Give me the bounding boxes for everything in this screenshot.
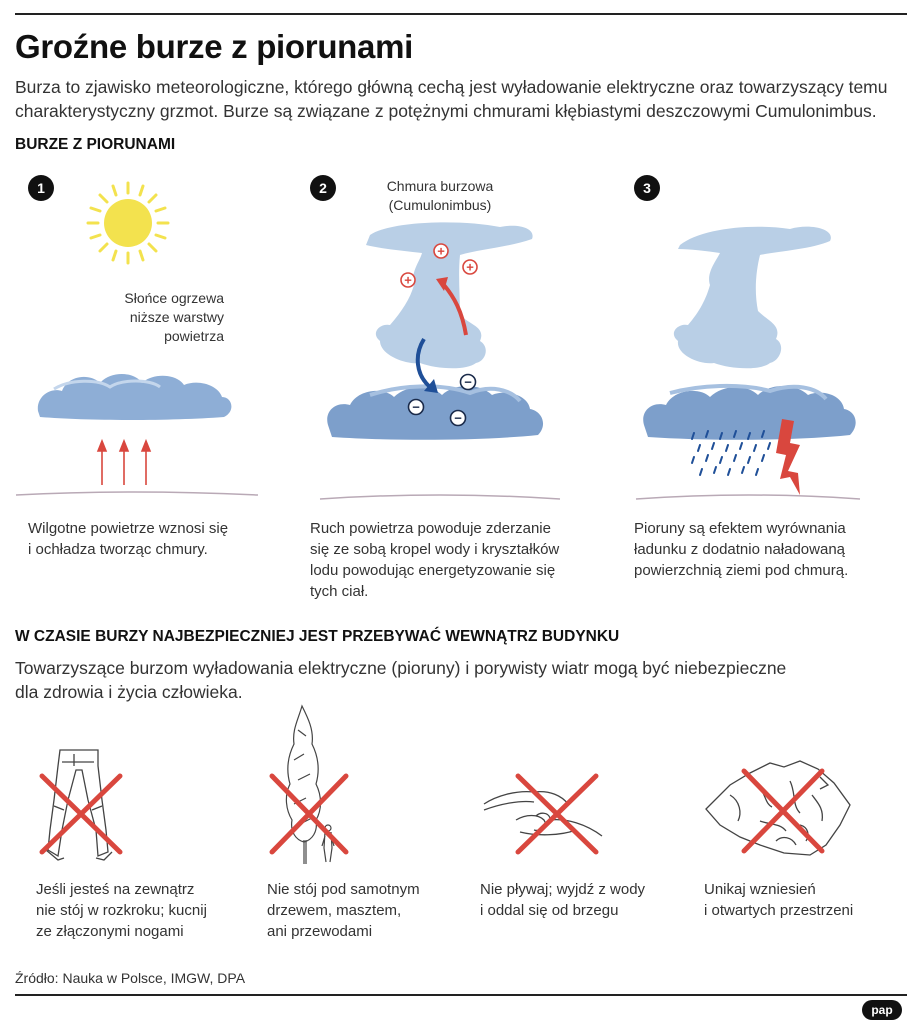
- step3-caption: Pioruny są efektem wyrównania ładunku z dodatnio naładowaną powierzchnią ziemi pod chmurą.: [634, 520, 849, 579]
- step-badge-3: 3: [634, 175, 660, 201]
- intro-text: Burza to zjawisko meteorologiczne, którego główną cechą jest wyładowanie elektryczne oraz towarzyszący temu charakterystyczny grzmot. Burze są związane z potężnymi chmurami kłębiastymi deszczowymi Cumulonimbus.: [15, 77, 888, 121]
- step2-caption: Ruch powietrza powoduje zderzanie się ze sobą kropel wody i kryształków lodu powodując energetyzowanie się tych ciał.: [310, 520, 560, 600]
- svg-text:+: +: [404, 272, 412, 288]
- storm-cloud-icon: [643, 227, 855, 440]
- sun-label: Słońce ogrzewa niższe warstwy powietrza: [124, 290, 224, 344]
- hills-illustration: [700, 755, 860, 865]
- step1-caption: Wilgotne powietrze wznosi się i ochładza tworząc chmury.: [28, 520, 229, 558]
- svg-text:−: −: [454, 410, 462, 426]
- safety-intro: Towarzyszące burzom wyładowania elektryczne (pioruny) i porywisty wiatr mogą być niebezpieczne dla zdrowia i życia człowieka.: [15, 658, 787, 702]
- tip2-caption: Nie stój pod samotnym drzewem, masztem, ani przewodami: [267, 881, 420, 940]
- tip3-caption: Nie pływaj; wyjdź z wody i oddal się od brzegu: [480, 881, 646, 919]
- low-cloud-icon: [38, 374, 232, 420]
- sun-icon: [88, 183, 168, 263]
- svg-text:−: −: [464, 374, 472, 390]
- section-heading-storms: BURZE Z PIORUNAMI: [15, 136, 176, 153]
- prohibited-cross-icon: [518, 776, 596, 852]
- legs-icon: [46, 750, 112, 860]
- svg-text:+: +: [437, 243, 445, 259]
- ground-line: [16, 492, 258, 495]
- legs-apart-illustration: [18, 710, 138, 870]
- swimmer-illustration: [476, 760, 616, 870]
- top-rule: [15, 13, 907, 15]
- tip1-caption: Jeśli jesteś na zewnątrz nie stój w rozkroku; kucnij ze złączonymi nogami: [36, 881, 207, 940]
- step-badge-1: 1: [28, 175, 54, 201]
- step3-illustration: [630, 215, 870, 505]
- page-title: Groźne burze z piorunami: [15, 28, 414, 65]
- tree-icon: [286, 706, 320, 864]
- pap-logo: pap: [862, 1000, 902, 1020]
- ground-line: [320, 495, 560, 499]
- tip4-caption: Unikaj wzniesień i otwartych przestrzeni: [704, 881, 854, 919]
- cumulonimbus-label: Chmura burzowa (Cumulonimbus): [386, 178, 494, 213]
- ground-line: [636, 495, 860, 499]
- source-note: Źródło: Nauka w Polsce, IMGW, DPA: [15, 970, 246, 986]
- lonely-tree-illustration: [258, 700, 378, 870]
- bottom-rule: [15, 994, 907, 996]
- prohibited-cross-icon: [272, 776, 346, 852]
- rising-air-arrows-icon: [98, 441, 150, 485]
- prohibited-cross-icon: [42, 776, 120, 852]
- section-heading-safety: W CZASIE BURZY NAJBEZPIECZNIEJ JEST PRZEBYWAĆ WEWNĄTRZ BUDYNKU: [15, 628, 620, 645]
- step-badge-2: 2: [310, 175, 336, 201]
- prohibited-cross-icon: [744, 771, 822, 851]
- step2-illustration: [310, 215, 570, 505]
- svg-text:+: +: [466, 259, 474, 275]
- svg-text:−: −: [412, 399, 420, 415]
